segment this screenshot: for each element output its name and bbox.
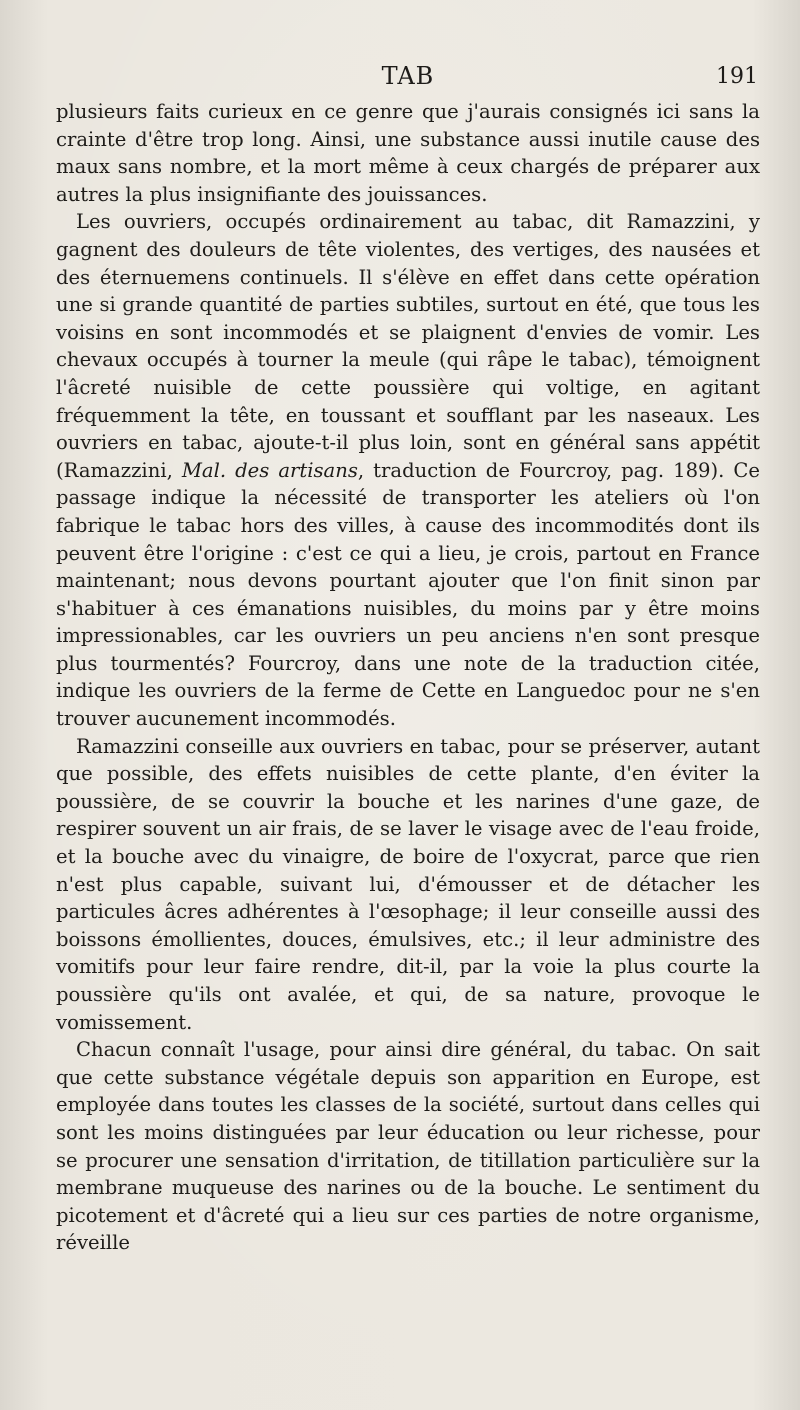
paragraph-2-text-continued: , traduction de Fourcroy, pag. 189). Ce passage indique la nécessité de transporter les ateliers où l'on fabrique le tabac hors des villes, à cause des incommodités dont ils peuvent être l'origine : c'est ce qui a lieu, je crois, partout en France maintenant; nous devons pourtant ajouter que l'on finit sinon par s'habituer à ces émanations nuisibles, du moins par y être moins impressionables, car les ouvriers un peu anciens n'en sont presque plus tourmentés? Fourcroy, dans une note de la traduction citée, indique les ouvriers de la ferme de Cette en Languedoc pour ne s'en trouver aucunement incommodés. xyxy=(56,458,761,731)
paragraph-4 xyxy=(56,1036,760,1257)
paragraph-1 xyxy=(56,98,760,208)
paragraph-1-text: plusieurs faits curieux en ce genre que j'aurais consignés ici sans la crainte d'être trop long. Ainsi, une substance aussi inutile cause des maux sans nombre, et la mort même à ceux chargés de préparer aux autres la plus insignifiante des jouissances. xyxy=(56,100,760,206)
running-head xyxy=(56,60,760,96)
paragraph-2 xyxy=(56,208,760,732)
paragraph-4-text: Chacun connaît l'usage, pour ainsi dire général, du tabac. On sait que cette substance végétale depuis son apparition en Europe, est employée dans toutes les classes de la société, surtout dans celles qui sont les moins distinguées par leur éducation ou leur richesse, pour se procurer une sensation d'irritation, de titillation particulière sur la membrane muqueuse des narines ou de la bouche. Le sentiment du picotement et d'âcreté qui a lieu sur ces parties de notre organisme, réveille xyxy=(56,1038,760,1255)
book-title-citation: Mal. des artisans xyxy=(181,458,358,482)
page-number: 191 xyxy=(716,64,758,89)
paragraph-2-text: Les ouvriers, occupés ordinairement au tabac, dit Ramazzini, y gagnent des douleurs de tête violentes, des vertiges, des nausées et des éternuemens continuels. Il s'élève en effet dans cette opération une si grande quantité de parties subtiles, surtout en été, que tous les voisins en sont incommodés et se plaignent d'envies de vomir. Les chevaux occupés à tourner la meule (qui râpe le tabac), témoignent l'âcreté nuisible de cette poussière qui voltige, en agitant fréquemment la tête, en toussant et soufflant par les naseaux. Les ouvriers en tabac, ajoute-t-il plus loin, sont en général sans appétit (Ramazzini, xyxy=(56,210,760,482)
body-text xyxy=(56,98,760,1257)
paragraph-3-text: Ramazzini conseille aux ouvriers en tabac, pour se préserver, autant que possible, des effets nuisibles de cette plante, d'en éviter la poussière, de se couvrir la bouche et les narines d'une gaze, de respirer souvent un air frais, de se laver le visage avec de l'eau froide, et la bouche avec du vinaigre, de boire de l'oxycrat, parce que rien n'est plus capable, suivant lui, d'émousser et de détacher les particules âcres adhérentes à l'œsophage; il leur conseille aussi des boissons émollientes, douces, émulsives, etc.; il leur administre des vomitifs pour leur faire rendre, dit-il, par la voie la plus courte la poussière qu'ils ont avalée, et qui, de sa nature, provoque le vomissement. xyxy=(56,734,760,1034)
paragraph-3 xyxy=(56,733,760,1037)
running-title: TAB xyxy=(381,62,435,90)
